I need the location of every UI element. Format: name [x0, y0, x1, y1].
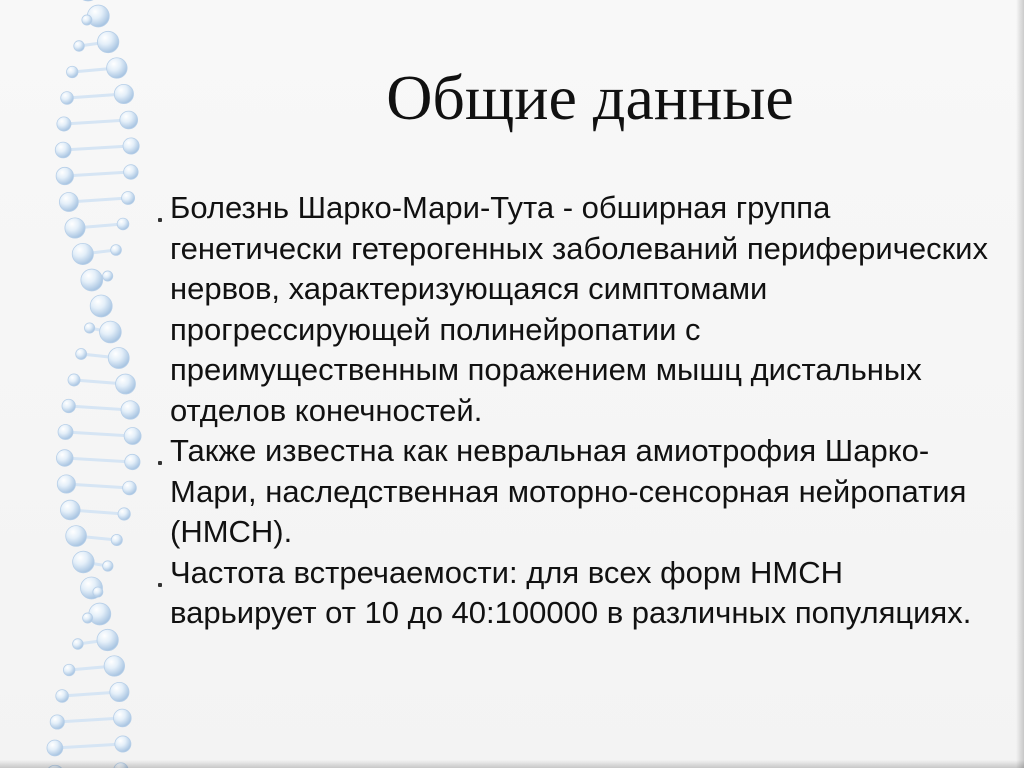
dna-helix-decoration	[0, 0, 175, 768]
slide-shadow-bottom	[0, 760, 1024, 768]
dna-node	[124, 165, 139, 180]
dna-node	[121, 401, 140, 420]
dna-node	[125, 454, 140, 469]
dna-node	[72, 243, 93, 264]
dna-node	[104, 656, 124, 676]
slide-title: Общие данные	[386, 62, 794, 133]
dna-node	[57, 117, 71, 131]
dna-node	[111, 534, 122, 545]
dna-rung	[65, 172, 131, 176]
dna-node	[77, 0, 99, 1]
bullet-text-definition: Болезнь Шарко-Мари-Тута - обширная группа генетически гетерогенных заболеваний периферических нервов, характеризующаяся симптомами прогрессирующей полинейропатии с преимущественным поражением мышц дистальных отделов конечностей.	[170, 190, 988, 428]
dna-node	[83, 613, 93, 623]
slide-shadow-right	[1016, 0, 1024, 768]
dna-node	[110, 682, 129, 701]
dna-node	[84, 323, 94, 333]
dna-node	[117, 218, 129, 230]
dna-node	[100, 321, 122, 343]
dna-rung	[55, 744, 123, 748]
dna-rung	[65, 458, 133, 462]
dna-node	[82, 15, 92, 25]
dna-node	[50, 715, 64, 729]
dna-node	[63, 664, 75, 676]
dna-rung	[66, 432, 133, 436]
dna-node	[90, 295, 112, 317]
dna-node	[116, 374, 136, 394]
dna-node	[56, 167, 73, 184]
dna-node	[62, 399, 75, 412]
dna-node	[89, 603, 111, 625]
bullet-item-definition	[158, 188, 998, 431]
dna-node	[57, 475, 75, 493]
dna-rung	[64, 120, 129, 124]
dna-node	[59, 193, 78, 212]
dna-node	[120, 111, 138, 129]
dna-node	[115, 736, 131, 752]
dna-rung	[57, 718, 122, 722]
bullet-marker	[158, 461, 162, 465]
dna-node	[124, 428, 141, 445]
dna-node	[107, 58, 128, 79]
dna-node	[93, 587, 103, 597]
dna-node	[97, 31, 118, 52]
dna-node	[123, 138, 139, 154]
dna-node	[47, 740, 63, 756]
dna-node	[122, 191, 135, 204]
bullet-item-synonyms	[158, 431, 998, 553]
bullet-text-synonyms: Также известна как невральная амиотрофия Шарко-Мари, наследственная моторно-сенсорная нейропатия (НМСН).	[170, 433, 967, 549]
dna-node	[66, 526, 87, 547]
dna-node	[103, 561, 113, 571]
dna-node	[97, 629, 118, 650]
dna-node	[118, 508, 130, 520]
dna-node	[56, 450, 73, 467]
dna-node	[73, 551, 95, 573]
bullet-marker	[158, 583, 162, 587]
dna-node	[113, 709, 131, 727]
bullet-list	[158, 188, 998, 634]
dna-node	[61, 92, 74, 105]
bullet-text-frequency: Частота встречаемости: для всех форм НМСН варьирует от 10 до 40:100000 в различных популяциях.	[170, 554, 972, 630]
dna-node	[60, 500, 80, 520]
dna-node	[81, 269, 103, 291]
dna-node	[108, 347, 129, 368]
dna-node	[111, 245, 122, 256]
bullet-marker	[158, 218, 162, 222]
dna-node	[74, 41, 85, 52]
dna-node	[66, 66, 77, 77]
dna-node	[68, 374, 80, 386]
dna-node	[103, 271, 113, 281]
dna-node	[65, 218, 85, 238]
bullet-item-frequency	[158, 553, 998, 634]
dna-node	[123, 481, 137, 495]
dna-node	[76, 349, 87, 360]
dna-node	[73, 639, 84, 650]
dna-node	[58, 424, 73, 439]
dna-rung	[63, 146, 131, 150]
dna-node	[55, 142, 71, 158]
dna-node	[114, 84, 133, 103]
dna-node	[56, 690, 69, 703]
